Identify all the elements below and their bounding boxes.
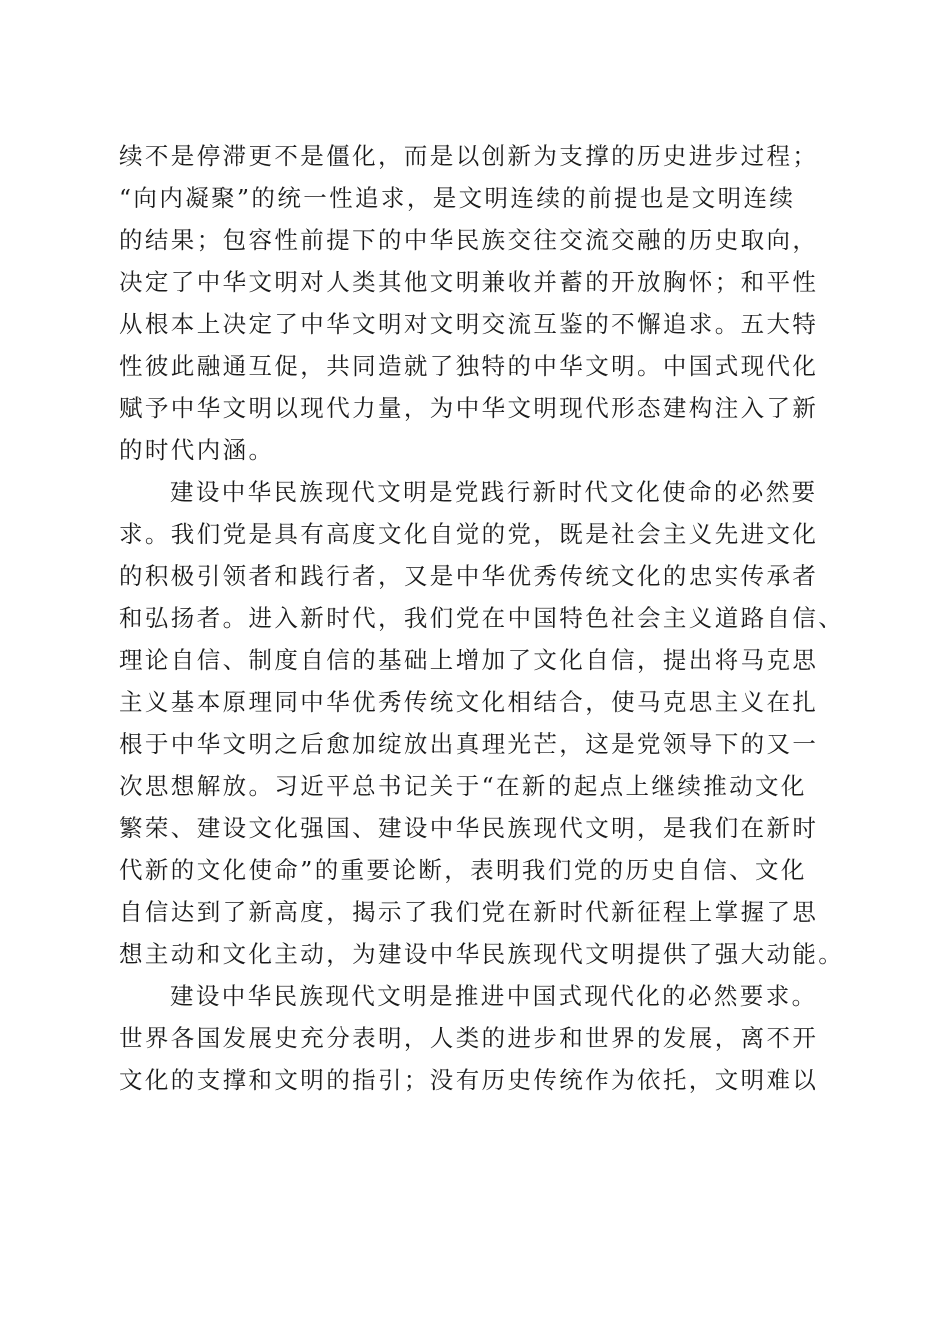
text-line: 文化的支撑和文明的指引；没有历史传统作为依托，文明难以: [119, 1066, 819, 1094]
text-line: 想主动和文化主动，为建设中华民族现代文明提供了强大动能。: [119, 940, 845, 968]
text-line: 理论自信、制度自信的基础上增加了文化自信，提出将马克思: [119, 646, 819, 674]
text-line: 代新的文化使命”的重要论断，表明我们党的历史自信、文化: [119, 856, 807, 884]
paragraph-first-line: 建设中华民族现代文明是推进中国式现代化的必然要求。: [170, 982, 818, 1010]
text-line: 的结果；包容性前提下的中华民族交往交流交融的历史取向，: [119, 226, 819, 254]
text-line: 求。我们党是具有高度文化自觉的党，既是社会主义先进文化: [119, 520, 819, 548]
body-text: [119, 135, 845, 1101]
text-line: 和弘扬者。进入新时代，我们党在中国特色社会主义道路自信、: [119, 604, 845, 632]
paragraph-first-line: 建设中华民族现代文明是党践行新时代文化使命的必然要: [170, 478, 818, 506]
text-line: 赋予中华文明以现代力量，为中华文明现代形态建构注入了新: [119, 394, 819, 422]
text-line: 繁荣、建设文化强国、建设中华民族现代文明，是我们在新时: [119, 814, 819, 842]
text-line: 根于中华文明之后愈加绽放出真理光芒，这是党领导下的又一: [119, 730, 819, 758]
text-line: 决定了中华文明对人类其他文明兼收并蓄的开放胸怀；和平性: [119, 268, 819, 296]
text-line: 自信达到了新高度，揭示了我们党在新时代新征程上掌握了思: [119, 898, 819, 926]
text-line: 的积极引领者和践行者，又是中华优秀传统文化的忠实传承者: [119, 562, 819, 590]
text-line: 的时代内涵。: [119, 436, 275, 464]
text-line: 从根本上决定了中华文明对文明交流互鉴的不懈追求。五大特: [119, 310, 819, 338]
text-line: 世界各国发展史充分表明，人类的进步和世界的发展，离不开: [119, 1024, 819, 1052]
text-line: 续不是停滞更不是僵化，而是以创新为支撑的历史进步过程；: [119, 142, 819, 170]
text-line: 性彼此融通互促，共同造就了独特的中华文明。中国式现代化: [119, 352, 819, 380]
text-line: 主义基本原理同中华优秀传统文化相结合，使马克思主义在扎: [119, 688, 819, 716]
text-line: 次思想解放。习近平总书记关于“在新的起点上继续推动文化: [119, 772, 807, 800]
text-line: “向内凝聚”的统一性追求，是文明连续的前提也是文明连续: [119, 184, 796, 212]
